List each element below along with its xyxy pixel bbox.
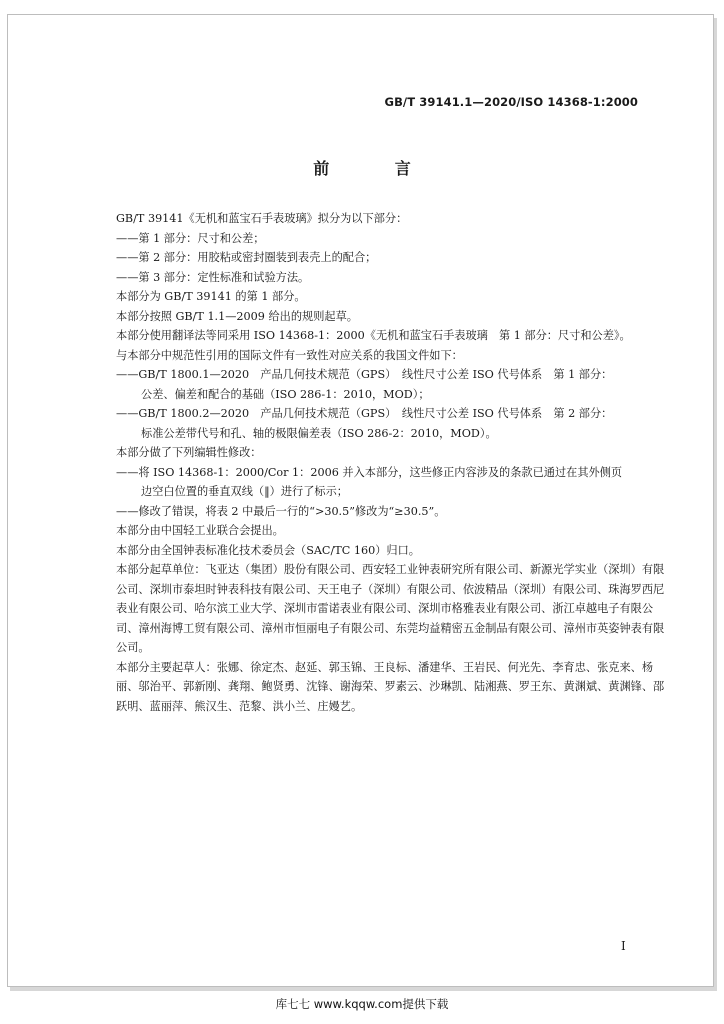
reference-item-continuation: 公差、偏差和配合的基础（ISO 286-1：2010，MOD）； bbox=[141, 387, 430, 401]
download-footer: 库七七 www.kqqw.com提供下载 bbox=[275, 997, 449, 1011]
proposer-statement: 本部分由中国轻工业联合会提出。 bbox=[116, 524, 284, 537]
drafting-rule-statement: 本部分按照 GB/T 1.1—2009 给出的规则起草。 bbox=[116, 309, 358, 323]
part-list-item: ——第 1 部分：尺寸和公差； bbox=[116, 231, 265, 245]
editorial-change-continuation: 边空白位置的垂直双线（‖）进行了标示； bbox=[141, 485, 348, 498]
intro-line: GB/T 39141《无机和蓝宝石手表玻璃》拟分为以下部分： bbox=[116, 212, 408, 225]
page-number: I bbox=[621, 939, 626, 953]
standard-code: GB/T 39141.1—2020/ISO 14368-1:2000 bbox=[384, 95, 638, 109]
part-statement: 本部分为 GB/T 39141 的第 1 部分。 bbox=[116, 290, 306, 303]
reference-item-continuation: 标准公差带代号和孔、轴的极限偏差表（ISO 286-2：2010，MOD）。 bbox=[141, 426, 497, 440]
editorial-changes-intro: 本部分做了下列编辑性修改： bbox=[116, 446, 262, 459]
reference-item: ——GB/T 1800.2—2020 产品几何技术规范（GPS） 线性尺寸公差 ISO 代号体系 第 2 部分： bbox=[116, 407, 613, 420]
reference-item: ——GB/T 1800.1—2020 产品几何技术规范（GPS） 线性尺寸公差 ISO 代号体系 第 1 部分： bbox=[116, 368, 613, 381]
editorial-change-item: ——将 ISO 14368-1：2000/Cor 1：2006 并入本部分，这些修正内容涉及的条款已通过在其外侧页 bbox=[116, 465, 623, 479]
reference-intro: 与本部分中规范性引用的国际文件有一致性对应关系的我国文件如下： bbox=[116, 348, 463, 362]
editorial-change-item: ——修改了错误，将表 2 中最后一行的“>30.5”修改为“≥30.5”。 bbox=[116, 504, 446, 518]
part-list-item: ——第 2 部分：用胶粘或密封圈装到表壳上的配合； bbox=[116, 251, 377, 264]
part-list-item: ——第 3 部分：定性标准和试验方法。 bbox=[116, 270, 310, 284]
page-title: 前 言 bbox=[313, 159, 441, 178]
drafters-paragraph: 本部分主要起草人：张娜、徐定杰、赵延、郭玉锦、王良标、潘建华、王岩民、何光先、李育忠、张克来、杨丽、邬治平、郭新刚、龚翔、鲍贤勇、沈锋、谢海荣、罗素云、沙琳凯、陆湘燕、罗王东、黄渊斌、黄渊锋、邵跃明、蓝丽萍、熊汉生、范黎、洪小兰、庄嫚艺。 bbox=[116, 660, 665, 713]
committee-statement: 本部分由全国钟表标准化技术委员会（SAC/TC 160）归口。 bbox=[116, 543, 420, 557]
document-body bbox=[116, 209, 668, 716]
drafting-units-paragraph: 本部分起草单位：飞亚达（集团）股份有限公司、西安轻工业钟表研究所有限公司、新源光学实业（深圳）有限公司、深圳市泰坦时钟表科技有限公司、天王电子（深圳）有限公司、依波精品（深圳）有限公司、珠海罗西尼表业有限公司、哈尔滨工业大学、深圳市雷诺表业有限公司、深圳市格雅表业有限公司、浙江卓越电子有限公司、漳州海博工贸有限公司、漳州市恒丽电子有限公司、东莞均益精密五金制品有限公司、漳州市英姿钟表有限公司。 bbox=[116, 563, 665, 654]
adoption-statement: 本部分使用翻译法等同采用 ISO 14368-1：2000《无机和蓝宝石手表玻璃 第 1 部分：尺寸和公差》。 bbox=[116, 329, 631, 342]
